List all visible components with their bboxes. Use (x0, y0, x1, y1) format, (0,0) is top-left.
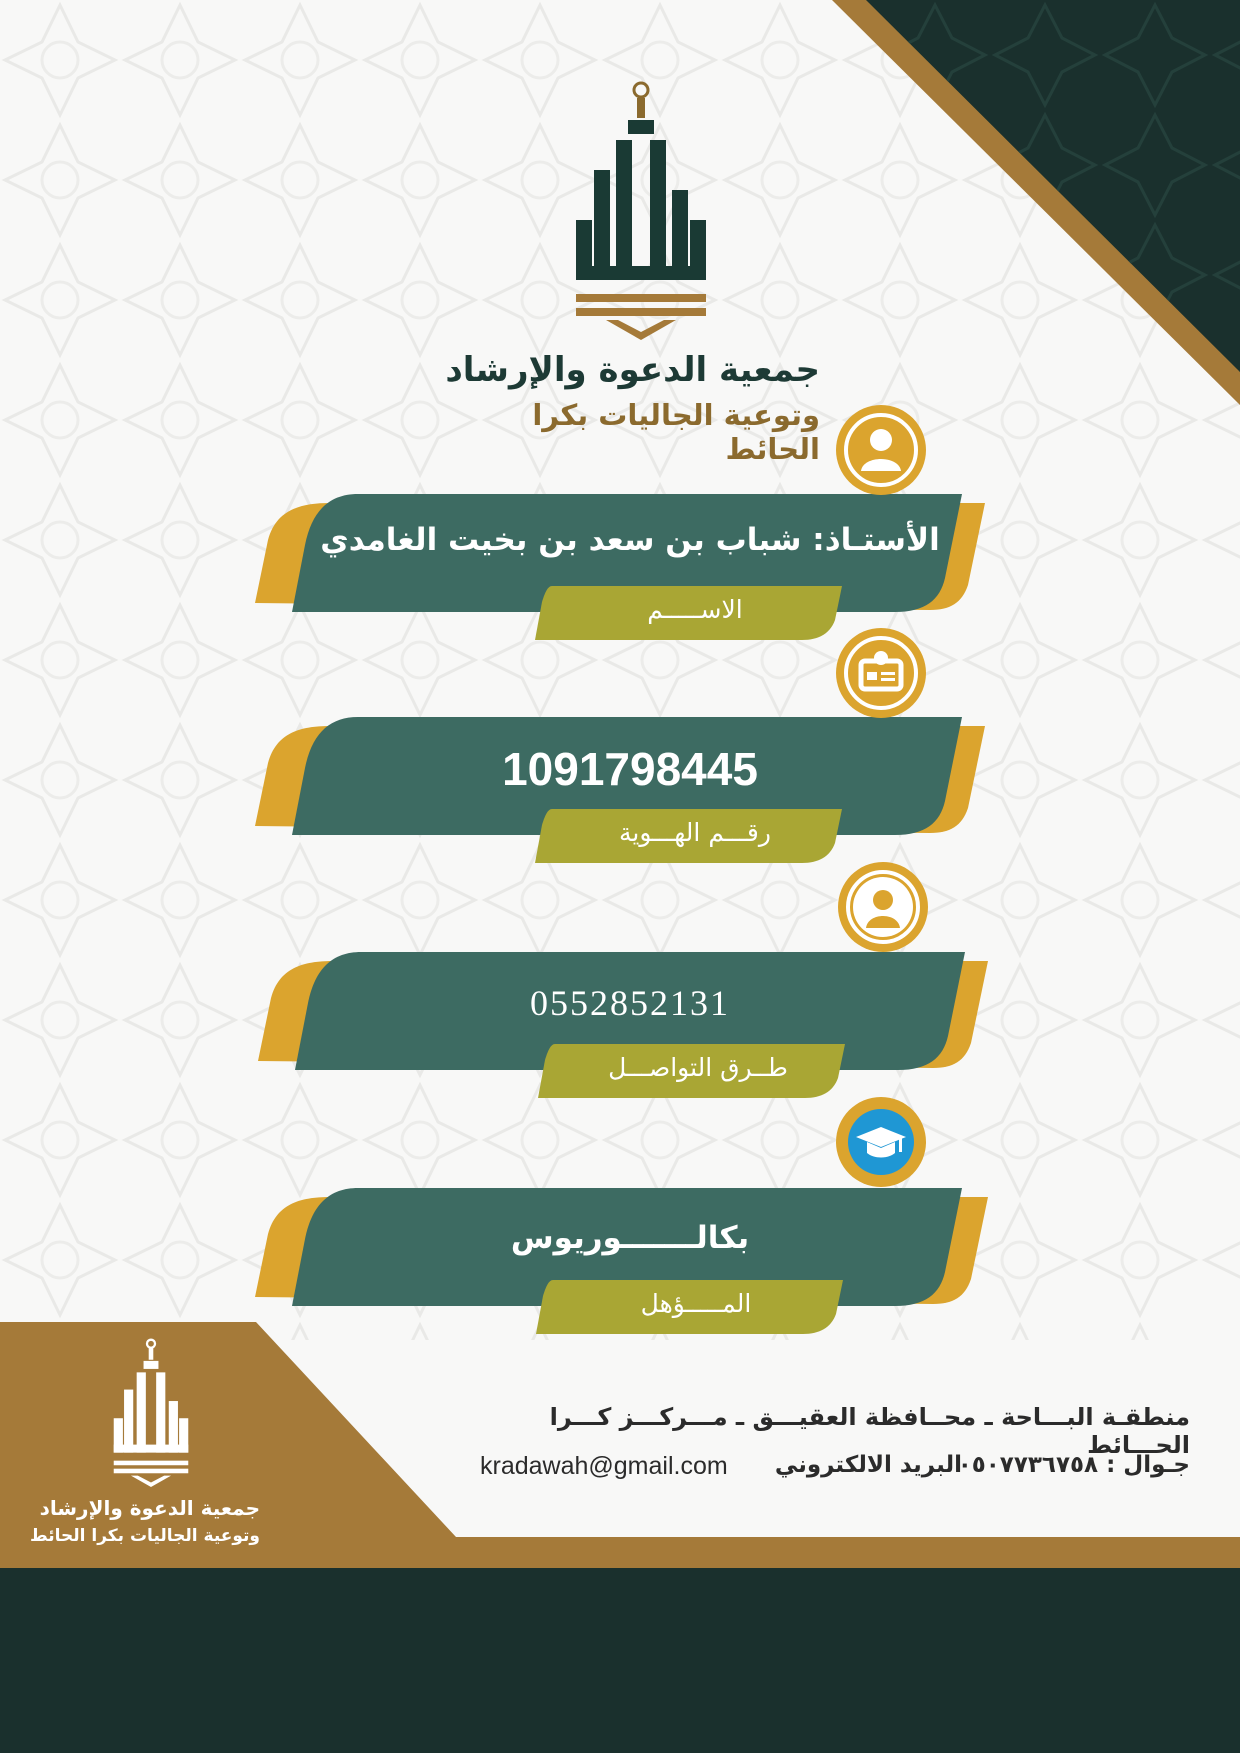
contact-value: 0552852131 (530, 983, 730, 1023)
footer-organization-subtitle: وتوعية الجاليات بكرا الحائط (30, 1526, 260, 1546)
footer-email-label: البريد الالكتروني (774, 1452, 962, 1478)
footer-phone: جـوال : ٠٥٠٧٧٣٦٧٥٨ (957, 1452, 1190, 1478)
name-label: الاســـــم (647, 595, 743, 624)
footer-contact-line (470, 1452, 1190, 1488)
id-number-value: 1091798445 (502, 743, 758, 795)
graduation-cap-icon (836, 1097, 926, 1187)
contact-icon (838, 862, 928, 952)
qualification-label: المـــــؤهل (640, 1289, 752, 1318)
id-card-icon (836, 628, 926, 718)
organization-name: جمعية الدعوة والإرشاد (445, 350, 820, 390)
person-icon (836, 405, 926, 495)
footer-organization-name: جمعية الدعوة والإرشاد (39, 1496, 260, 1520)
qualification-value: بكالـــــــوريوس (510, 1220, 750, 1256)
footer-address: منطقـة البـــاحة ـ محــافظة العقيـــق ـ مـــركـــز كـــرا الحـــائط (549, 1403, 1190, 1459)
footer-email[interactable]: kradawah@gmail.com (480, 1452, 728, 1480)
organization-subtitle: وتوعية الجاليات بكرا الحائط (532, 398, 820, 466)
name-value: الأستـاذ: شباب بن سعد بن بخيت الغامدي (320, 522, 940, 558)
id-number-label: رقـــم الهـــوية (619, 818, 771, 847)
contact-label: طــرق التواصـــل (608, 1053, 788, 1082)
footer-logo (108, 1335, 194, 1490)
